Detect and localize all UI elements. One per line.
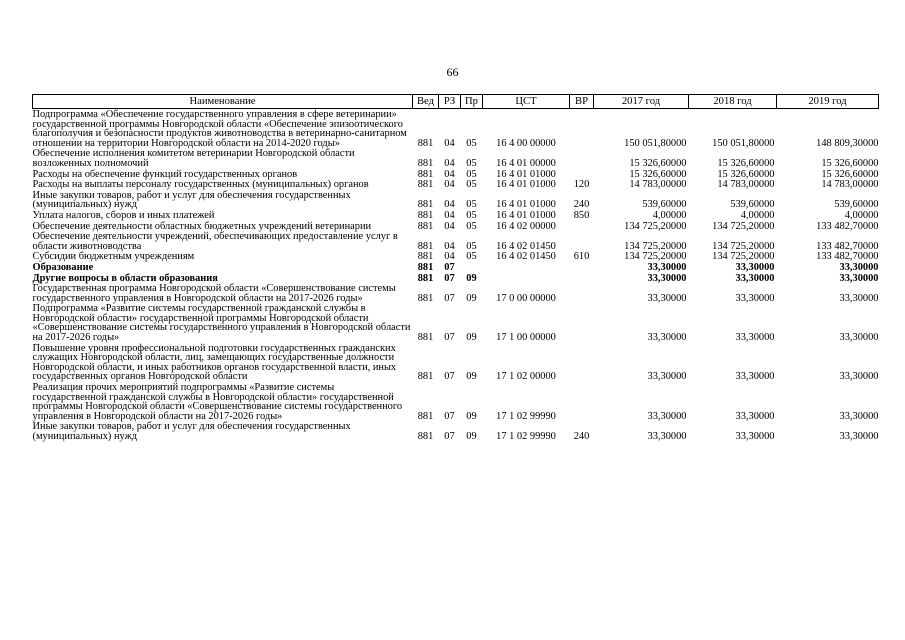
row-rz: 04	[444, 251, 455, 263]
row-vr	[570, 303, 594, 342]
col-header-name: Наименование	[33, 95, 413, 109]
row-2018: 33,30000	[735, 431, 775, 442]
row-pr: 09	[466, 371, 477, 383]
row-2019: 33,30000	[839, 261, 879, 273]
table-header-row	[33, 95, 879, 109]
table-row	[33, 343, 879, 382]
row-pr: 05	[466, 179, 477, 191]
row-ved: 881	[417, 332, 434, 344]
row-vr: 120	[573, 179, 590, 191]
row-name: Другие вопросы в области образования	[32, 272, 218, 284]
row-pr: 05	[466, 251, 477, 263]
row-cst	[483, 273, 570, 284]
row-ved: 881	[417, 209, 434, 221]
table-row	[33, 148, 879, 168]
row-name: Обеспечение исполнения комитетом ветеринарии Новгородской области возложенных полномочий	[32, 148, 355, 169]
table-row	[33, 283, 879, 303]
row-vr: 240	[573, 199, 590, 211]
row-rz: 07	[444, 332, 455, 344]
row-cst: 17 1 02 99990	[496, 410, 556, 422]
row-pr: 05	[466, 220, 477, 232]
row-2019: 33,30000	[839, 292, 879, 304]
row-name: Образование	[32, 261, 94, 273]
row-2018: 539,60000	[730, 199, 775, 211]
row-vr	[570, 382, 594, 421]
row-2018: 33,30000	[735, 261, 775, 273]
page-number: 66	[446, 65, 459, 79]
row-2017: 15 326,60000	[629, 157, 687, 169]
row-2018: 14 783,00000	[717, 179, 775, 191]
row-vr	[570, 109, 594, 149]
table-row	[33, 109, 879, 149]
row-cst	[483, 262, 570, 273]
row-2017: 15 326,60000	[629, 168, 687, 180]
row-vr: 240	[573, 431, 590, 442]
row-2018: 4,00000	[740, 209, 775, 221]
row-pr: 05	[466, 137, 477, 149]
row-2017: 33,30000	[647, 371, 687, 383]
row-ved: 881	[417, 251, 434, 263]
row-2018: 33,30000	[735, 410, 775, 422]
row-ved: 881	[417, 431, 434, 442]
table-row	[33, 303, 879, 342]
row-2019: 33,30000	[839, 371, 879, 383]
row-cst: 17 1 02 99990	[496, 431, 556, 442]
row-vr	[570, 231, 594, 251]
row-pr: 09	[466, 410, 477, 422]
row-name: Государственная программа Новгородской области «Совершенствование системы государственного управления в Новгородской области на 2017-2026 годы»	[32, 283, 396, 304]
row-ved: 881	[417, 272, 434, 284]
row-rz: 07	[444, 292, 455, 304]
row-2018: 33,30000	[735, 292, 775, 304]
row-cst: 16 4 00 00000	[496, 137, 556, 149]
table-row	[33, 179, 879, 190]
row-rz: 04	[444, 157, 455, 169]
table-body	[33, 109, 879, 442]
row-vr: 850	[573, 209, 590, 221]
row-rz: 04	[444, 209, 455, 221]
row-2017: 14 783,00000	[629, 179, 687, 191]
row-name: Иные закупки товаров, работ и услуг для обеспечения государственных (муниципальных) нужд	[32, 189, 351, 211]
row-2019: 148 809,30000	[816, 137, 879, 149]
row-2019: 15 326,60000	[821, 157, 879, 169]
row-cst: 16 4 02 00000	[496, 220, 556, 232]
row-2018: 134 725,20000	[712, 220, 775, 232]
row-2017: 33,30000	[647, 272, 687, 284]
col-header-cst: ЦСТ	[483, 95, 570, 109]
row-cst: 16 4 02 01450	[496, 240, 556, 252]
row-name: Подпрограмма «Развитие системы государственной гражданской службы в Новгородской области» государственной программы Новгородской области «Совершенствование системы государственного управления в Новгородской области на 2017-2026 годы»	[32, 303, 411, 344]
row-pr: 05	[466, 209, 477, 221]
col-header-pr: Пр	[461, 95, 483, 109]
table-row	[33, 421, 879, 441]
row-ved: 881	[417, 240, 434, 252]
row-cst: 16 4 02 01450	[496, 251, 556, 263]
table-row	[33, 273, 879, 284]
row-ved: 881	[417, 199, 434, 211]
row-2017: 150 051,80000	[624, 137, 687, 149]
row-name: Субсидии бюджетным учреждениям	[32, 251, 195, 263]
col-header-vr: ВР	[570, 95, 594, 109]
row-cst: 17 1 02 00000	[496, 371, 556, 383]
row-cst: 16 4 01 01000	[496, 199, 556, 211]
row-cst: 17 0 00 00000	[496, 292, 556, 304]
row-2018: 33,30000	[735, 272, 775, 284]
row-name: Повышение уровня профессиональной подготовки государственных гражданских служащих Новгородской области, лиц, замещающих государственные должности Новгородской области, и иных работников органов государственной власти, иных государственных органов Новгородской области	[32, 342, 397, 383]
row-cst: 16 4 01 01000	[496, 209, 556, 221]
row-pr: 09	[466, 292, 477, 304]
row-vr	[570, 273, 594, 284]
col-header-rz: РЗ	[439, 95, 461, 109]
row-rz: 07	[444, 261, 455, 273]
row-2018: 15 326,60000	[717, 157, 775, 169]
row-2019: 33,30000	[839, 272, 879, 284]
row-2019: 133 482,70000	[816, 251, 879, 263]
row-cst: 16 4 01 01000	[496, 168, 556, 180]
row-2018: 150 051,80000	[712, 137, 775, 149]
row-2018: 33,30000	[735, 332, 775, 344]
row-ved: 881	[417, 220, 434, 232]
row-2017: 134 725,20000	[624, 220, 687, 232]
col-header-2018: 2018 год	[689, 95, 777, 109]
row-vr	[570, 262, 594, 273]
row-rz: 04	[444, 168, 455, 180]
row-name: Расходы на выплаты персоналу государственных (муниципальных) органов	[32, 179, 369, 191]
row-cst: 17 1 00 00000	[496, 332, 556, 344]
row-vr: 610	[573, 251, 590, 263]
row-rz: 04	[444, 179, 455, 191]
row-2019: 133 482,70000	[816, 220, 879, 232]
row-2018: 15 326,60000	[717, 168, 775, 180]
table-row	[33, 190, 879, 210]
row-rz: 07	[444, 431, 455, 442]
row-ved: 881	[417, 179, 434, 191]
table-row	[33, 231, 879, 251]
row-pr: 09	[466, 272, 477, 284]
row-name: Обеспечение деятельности учреждений, обеспечивающих предоставление услуг в области животноводства	[32, 231, 398, 252]
table-row	[33, 251, 879, 262]
row-pr	[461, 262, 483, 273]
row-vr	[570, 221, 594, 232]
row-2017: 134 725,20000	[624, 240, 687, 252]
row-ved: 881	[417, 371, 434, 383]
col-header-2019: 2019 год	[777, 95, 879, 109]
row-ved: 881	[417, 261, 434, 273]
row-ved: 881	[417, 137, 434, 149]
budget-table	[32, 94, 879, 442]
row-2019: 33,30000	[839, 332, 879, 344]
table-row	[33, 169, 879, 180]
row-pr: 05	[466, 157, 477, 169]
row-2019: 14 783,00000	[821, 179, 879, 191]
col-header-2017: 2017 год	[594, 95, 689, 109]
row-2019: 15 326,60000	[821, 168, 879, 180]
row-rz: 04	[444, 240, 455, 252]
table-row	[33, 382, 879, 421]
row-name: Иные закупки товаров, работ и услуг для обеспечения государственных (муниципальных) нужд	[32, 421, 351, 442]
row-rz: 07	[444, 371, 455, 383]
row-2019: 33,30000	[839, 431, 879, 442]
row-rz: 07	[444, 272, 455, 284]
row-name: Расходы на обеспечение функций государственных органов	[32, 168, 298, 180]
row-2017: 33,30000	[647, 332, 687, 344]
row-2019: 539,60000	[834, 199, 879, 211]
row-name: Реализация прочих мероприятий подпрограммы «Развитие системы государственной гражданской службы в Новгородской области» государственной программы Новгородской области «Совершенствование системы государственного управления в Новгородской области на 2017-2026 годы»	[32, 382, 403, 422]
row-ved: 881	[417, 157, 434, 169]
table-row	[33, 262, 879, 273]
table-row	[33, 221, 879, 232]
row-2017: 4,00000	[652, 209, 687, 221]
row-2019: 4,00000	[844, 209, 879, 221]
row-pr: 05	[466, 168, 477, 180]
row-2019: 133 482,70000	[816, 240, 879, 252]
row-2017: 134 725,20000	[624, 251, 687, 263]
row-pr: 05	[466, 240, 477, 252]
row-vr	[570, 148, 594, 168]
row-name: Обеспечение деятельности областных бюджетных учреждений ветеринарии	[32, 220, 372, 232]
row-2018: 33,30000	[735, 371, 775, 383]
row-rz: 07	[444, 410, 455, 422]
table-row	[33, 210, 879, 221]
row-vr	[570, 283, 594, 303]
row-name: Подпрограмма «Обеспечение государственного управления в сфере ветеринарии» государственной программы Новгородской области «Обеспечение эпизоотического благополучия и безопасности продуктов животноводства в ветеринарно-санитарном отношении на территории Новгородской области на 2014-2020 годы»	[32, 109, 407, 149]
row-rz: 04	[444, 199, 455, 211]
row-2018: 134 725,20000	[712, 251, 775, 263]
row-2017: 33,30000	[647, 292, 687, 304]
row-2017: 539,60000	[642, 199, 687, 211]
row-pr: 05	[466, 199, 477, 211]
row-ved: 881	[417, 410, 434, 422]
row-cst: 16 4 01 01000	[496, 179, 556, 191]
row-2019: 33,30000	[839, 410, 879, 422]
row-rz: 04	[444, 137, 455, 149]
row-vr	[570, 169, 594, 180]
col-header-ved: Вед	[413, 95, 439, 109]
row-vr	[570, 343, 594, 382]
row-rz: 04	[444, 220, 455, 232]
row-2018: 134 725,20000	[712, 240, 775, 252]
row-pr: 09	[466, 332, 477, 344]
row-ved: 881	[417, 168, 434, 180]
row-name: Уплата налогов, сборов и иных платежей	[32, 209, 215, 221]
row-2017: 33,30000	[647, 431, 687, 442]
row-2017: 33,30000	[647, 410, 687, 422]
row-2017: 33,30000	[647, 261, 687, 273]
row-cst: 16 4 01 00000	[496, 157, 556, 169]
row-ved: 881	[417, 292, 434, 304]
row-pr: 09	[466, 431, 477, 442]
